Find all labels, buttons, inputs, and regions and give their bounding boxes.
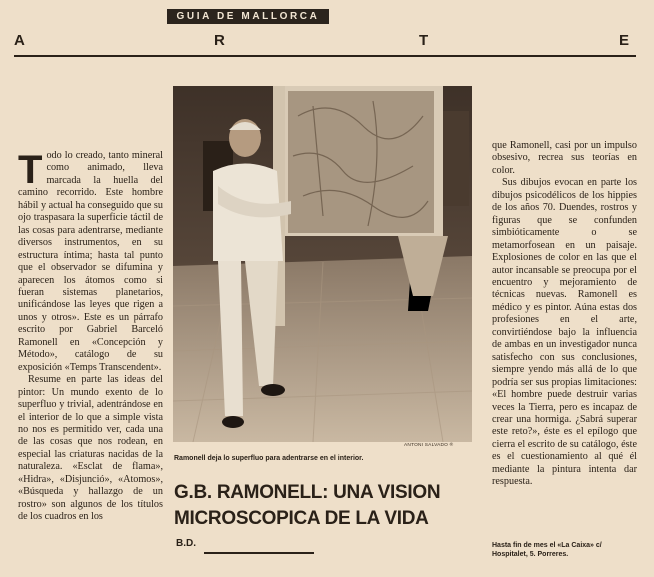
artist-photo (173, 86, 472, 442)
section-letter-a: A (14, 32, 25, 49)
section-rule (14, 55, 636, 57)
article-paragraph: que Ramonell, casi por un impulso obsesivo, recrea sus teorías en color. (492, 140, 637, 176)
drop-cap: T (18, 148, 43, 192)
article-paragraph (18, 150, 163, 374)
section-title (14, 32, 634, 52)
article-paragraph: Sus dibujos evocan en parte los dibujos psicodélicos de los hippies de los años 70. Duendes, rostros y figuras que se confunden simbióticamente o se metamorfosean en un paisaje. Explosiones de color en las que el autor incansable se preocupa por el encuentro y mejoramiento de técnicas nuevas. Ramonell es médico y es pintor. Aúna estas dos profesiones en el arte, convirtiéndose bajo la influencia de ambas en un investigador nunca satisfecho con sus conclusiones, siempre yendo más allá de lo que podría ser sus propias limitaciones: «El hombre puede destruir varias veces la Tierra, pero es incapaz de crear una hormiga. ¿Sabrá superar este reto?», éste es el epílogo que cierra el escrito de su catálogo, éste es el cuestionamiento al qué él mediante la pintura intenta dar respuesta. (492, 177, 637, 488)
paragraph-text: odo lo creado, tanto mineral como animado, lleva marcada la huella del camino recorrido. Este hombre hábil y actual ha conseguido que su ojo traspasara la superficie táctil de las cosas para adentrarse, mediante diversos instrumentos, en su estructura íntima; hasta tal punto que el observador se difumina y aparecen los átomos como si fueran sistemas planetarios, unificándose las leyes que rigen a unos y otros». Este es un párrafo escrito por Gabriel Barceló Ramonell en «Concepción y Método», catálogo de su exposición «Temps Transcendent». (18, 150, 163, 373)
article-paragraph: Resume en parte las ideas del pintor: Un mundo exento de lo superfluo y trivial, adentrándose en el interior de lo que a simple vista no nos es permitido ver, cada una de las cosas que nos rodean, en especial las criaturas nacidas de la naturaleza. «Esclat de flama», «Hidra», «Disjunció», «Atomos», «Búsqueda y hallazgo de un rostro» son algunos de los títulos de los cuadros en los (18, 374, 163, 523)
section-letter-t: T (419, 32, 429, 49)
photo-credit: ANTONI SALVADO ® (404, 443, 454, 448)
section-banner: GUIA DE MALLORCA (167, 9, 329, 24)
section-letter-r: R (214, 32, 225, 49)
article-headline: G.B. RAMONELL: UNA VISION MICROSCOPICA DE LA VIDA (174, 482, 441, 529)
byline-rule (204, 552, 314, 554)
photo-caption: Ramonell deja lo superfluo para adentrarse en el interior. (174, 455, 364, 462)
exhibition-note: Hasta fin de mes el «La Caixa» c/ Hospitalet, 5. Porreres. (492, 542, 602, 558)
article-column-left (18, 150, 163, 524)
article-byline: B.D. (176, 538, 196, 549)
photo-illustration (173, 86, 472, 442)
article-column-right (492, 140, 637, 489)
section-letter-e: E (619, 32, 630, 49)
